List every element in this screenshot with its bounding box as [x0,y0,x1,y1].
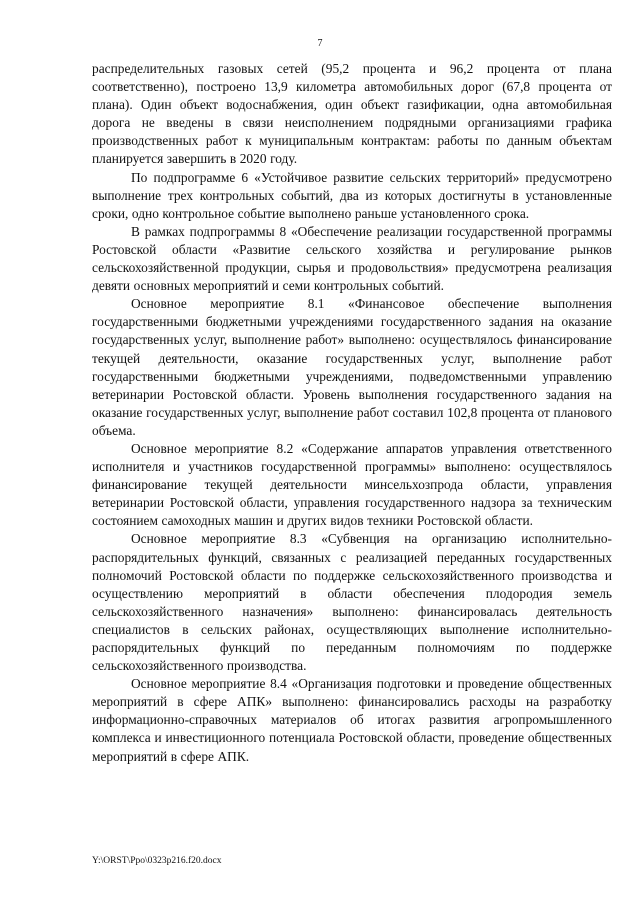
paragraph: По подпрограмме 6 «Устойчивое развитие сельских территорий» предусмотрено выполнение трех контрольных событий, два из которых достигнуты в установленные сроки, одно контрольное событие выполнено раньше установленного срока. [92,169,612,221]
page-number: 7 [317,38,323,49]
paragraph: В рамках подпрограммы 8 «Обеспечение реализации государственной программы Ростовской области «Развитие сельского хозяйства и регулирование рынков сельскохозяйственной продукции, сырья и продовольствия» предусмотрена реализация девяти основных мероприятий и семи контрольных событий. [92,223,612,294]
file-path-footer: Y:\ORST\Ppo\0323p216.f20.docx [92,856,222,866]
paragraph: Основное мероприятие 8.3 «Субвенция на организацию исполнительно-распорядительных функций, связанных с реализацией переданных государственных полномочий Ростовской области по поддержке сельскохозяйственного производства и осуществлению мероприятий в области обеспечения плодородия земель сельскохозяйственного назначения» выполнено: финансировалась деятельность специалистов в сельских районах, осуществляющих выполнение исполнительно-распорядительных функций по переданным полномочиям по поддержке сельскохозяйственного производства. [92,531,612,674]
paragraph: распределительных газовых сетей (95,2 процента и 96,2 процента от плана соответственно), построено 13,9 километра автомобильных дорог (67,8 процента от плана). Один объект водоснабжения, один объект газификации, одна автомобильная дорога не введены в связи неисполнением подрядными организациями графика производственных работ к муниципальным контрактам: работы по данным объектам планируется завершить в 2020 году. [92,61,612,167]
document-body [92,60,612,766]
paragraph: Основное мероприятие 8.1 «Финансовое обеспечение выполнения государственными бюджетными учреждениями государственного задания на оказание государственных услуг, выполнение работ» выполнено: осуществлялось финансирование текущей деятельности, оказание государственных услуг, выполнение работ государственными бюджетными учреждениями, подведомственными управлению ветеринарии Ростовской области. Уровень выполнения государственного задания на оказание государственных услуг, выполнение работ составил 102,8 процента от планового объема. [92,296,612,438]
paragraph: Основное мероприятие 8.2 «Содержание аппаратов управления ответственного исполнителя и участников государственной программы» выполнено: осуществлялось финансирование текущей деятельности минсельхозпрода области, управления ветеринарии Ростовской области, управления государственного надзора за техническим состоянием самоходных машин и других видов техники Ростовской области. [92,440,612,529]
paragraph: Основное мероприятие 8.4 «Организация подготовки и проведение общественных мероприятий в сфере АПК» выполнено: финансировались расходы на разработку информационно-справочных материалов об итогах развития агропромышленного комплекса и инвестиционного потенциала Ростовской области, проведение общественных мероприятий в сфере АПК. [92,676,612,764]
